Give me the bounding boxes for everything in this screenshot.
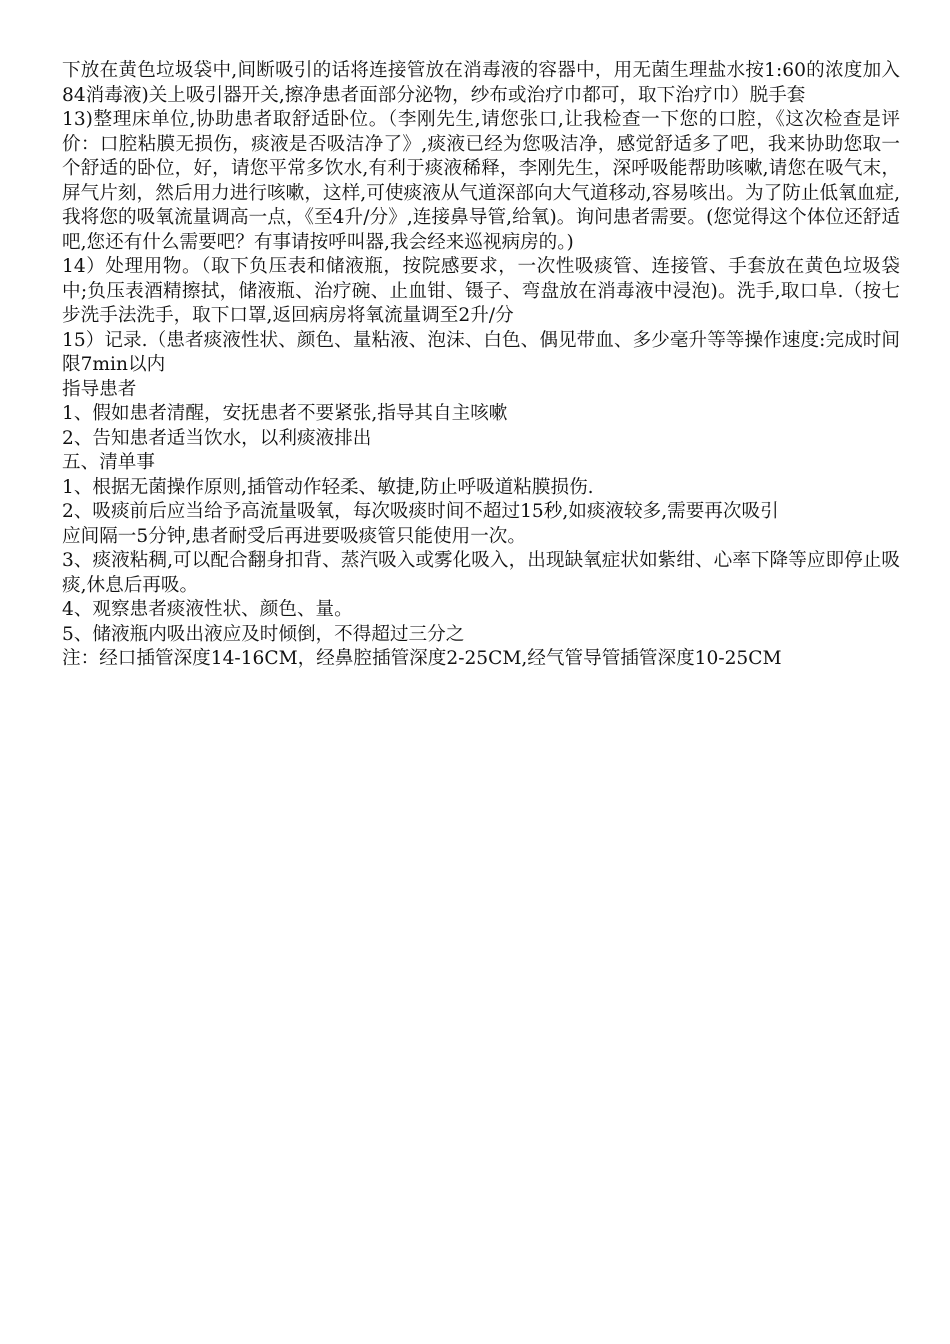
paragraph-step-15: 15）记录.（患者痰液性状、颜色、量粘液、泡沫、白色、偶见带血、多少毫升等等操作速度:完成时间限7min以内 [62,329,900,375]
section-heading-guidance: 指导患者 [62,378,137,400]
document-body [62,59,900,672]
checklist-item-1: 1、根据无菌操作原则,插管动作轻柔、敏捷,防止呼吸道粘膜损伤. [62,476,594,498]
note-insertion-depth: 注：经口插管深度14-16CM，经鼻腔插管深度2-25CM,经气管导管插管深度10-25CM [62,648,782,669]
checklist-item-2-continued: 应间隔一5分钟,患者耐受后再进要吸痰管只能使用一次。 [62,525,526,547]
paragraph-step-13: 13)整理床单位,协助患者取舒适卧位。（李刚先生,请您张口,让我检查一下您的口腔，《这次检查是评价：口腔粘膜无损伤，痰液是否吸洁净了》,痰液已经为您吸洁净，感觉舒适多了吧，我来协助您取一个舒适的卧位，好，请您平常多饮水,有利于痰液稀释，李刚先生，深呼吸能帮助咳嗽,请您在吸气末，屏气片刻，然后用力进行咳嗽，这样,可使痰液从气道深部向大气道移动,容易咳出。为了防止低氧血症,我将您的吸氧流量调高一点，《至4升/分》,连接鼻导管,给氧)。询问患者需要。(您觉得这个体位还舒适吧,您还有什么需要吧？有事请按呼叫器,我会经来巡视病房的。) [62,109,900,253]
checklist-item-3: 3、痰液粘稠,可以配合翻身扣背、蒸汽吸入或雾化吸入，出现缺氧症状如紫绀、心率下降等应即停止吸痰,休息后再吸。 [62,550,900,596]
checklist-item-2: 2、吸痰前后应当给予高流量吸氧，每次吸痰时间不超过15秒,如痰液较多,需要再次吸引 [62,501,779,522]
guidance-item-2: 2、告知患者适当饮水，以利痰液排出 [62,427,372,449]
checklist-item-4: 4、观察患者痰液性状、颜色、量。 [62,599,353,620]
paragraph-step-14: 14）处理用物。（取下负压表和储液瓶，按院感要求，一次性吸痰管、连接管、手套放在黄色垃圾袋中;负压表酒精擦拭，储液瓶、治疗碗、止血钳、镊子、弯盘放在消毒液中浸泡)。洗手,取口阜.（按七步洗手法洗手，取下口罩,返回病房将氧流量调至2升/分 [62,256,900,326]
guidance-item-1: 1、假如患者清醒，安抚患者不要紧张,指导其自主咳嗽 [62,403,508,424]
section-heading-checklist: 五、清单事 [62,452,155,473]
checklist-item-5: 5、储液瓶内吸出液应及时倾倒，不得超过三分之 [62,623,465,645]
paragraph-continuation: 下放在黄色垃圾袋中,间断吸引的话将连接管放在消毒液的容器中，用无菌生理盐水按1:60的浓度加入84消毒液)关上吸引器开关,擦净患者面部分泌物，纱布或治疗巾都可，取下治疗巾）脱手套 [62,60,900,106]
